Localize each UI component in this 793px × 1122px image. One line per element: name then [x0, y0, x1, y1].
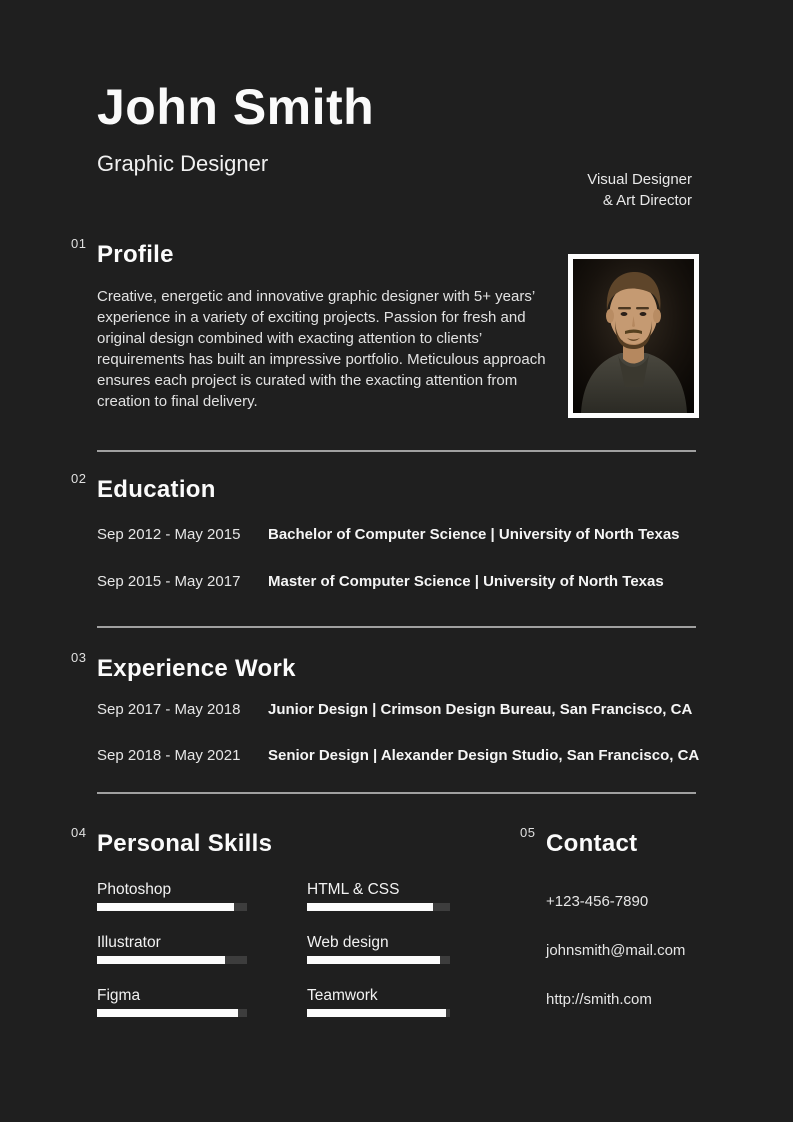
person-role: Graphic Designer — [97, 151, 269, 176]
profile-number: 01 — [71, 236, 87, 251]
tagline — [587, 169, 692, 211]
experience-row — [97, 747, 700, 764]
person-name: John Smith — [97, 79, 375, 135]
skill-bar-fill — [97, 1009, 238, 1017]
contact-title: Contact — [546, 830, 638, 857]
profile-heading — [71, 236, 696, 269]
skill-bar — [97, 956, 247, 964]
skill-bar-fill — [97, 956, 225, 964]
experience-date: Sep 2018 - May 2021 — [97, 747, 241, 764]
skill-item — [307, 934, 450, 964]
divider — [97, 626, 696, 628]
experience-date: Sep 2017 - May 2018 — [97, 701, 241, 718]
skill-bar — [307, 1009, 450, 1017]
skill-bar — [97, 1009, 247, 1017]
bottom-area — [0, 794, 793, 1116]
skill-bar-fill — [307, 1009, 446, 1017]
divider — [97, 450, 696, 452]
skill-bar-fill — [307, 956, 440, 964]
skill-item — [97, 987, 247, 1017]
skill-bar-fill — [307, 903, 433, 911]
skill-label: Photoshop — [97, 881, 172, 898]
skills-title: Personal Skills — [97, 830, 273, 857]
skill-item — [97, 934, 247, 964]
skill-label: Illustrator — [97, 934, 161, 951]
education-date: Sep 2012 - May 2015 — [97, 526, 241, 543]
contact-phone: +123-456-7890 — [546, 893, 649, 910]
experience-number: 03 — [71, 650, 87, 665]
experience-detail: Senior Design | Alexander Design Studio, San Francisco, CA — [268, 747, 700, 764]
skills-heading — [71, 825, 450, 858]
skill-item — [307, 987, 450, 1017]
section-skills — [71, 825, 450, 1017]
skill-label: Figma — [97, 987, 141, 1004]
education-heading — [71, 471, 696, 504]
skills-number: 04 — [71, 825, 87, 840]
profile-text: Creative, energetic and innovative graphic designer with 5+ years’ experience in a variety of exciting projects. Passion for fresh and original design combined with exacting attention to clients’ requirements has built an impressive portfolio. Meticulous approach ensures each project is curated with the exacting attention from creation to final delivery. — [97, 288, 546, 410]
experience-row — [97, 701, 696, 718]
education-detail: Master of Computer Science | University of North Texas — [268, 573, 664, 590]
portrait-photo-image — [573, 259, 694, 413]
education-date: Sep 2015 - May 2017 — [97, 573, 241, 590]
contact-list — [546, 893, 685, 1008]
experience-title: Experience Work — [97, 655, 296, 682]
experience-heading — [71, 650, 696, 683]
skill-item — [307, 881, 450, 911]
contact-heading — [520, 825, 685, 858]
education-number: 02 — [71, 471, 87, 486]
contact-number: 05 — [520, 825, 536, 840]
education-row — [97, 526, 696, 543]
section-experience — [71, 650, 700, 764]
skills-grid — [97, 881, 450, 1017]
skill-bar — [307, 903, 450, 911]
skill-label: Teamwork — [307, 987, 378, 1004]
education-row — [97, 573, 696, 590]
skill-label: HTML & CSS — [307, 881, 400, 898]
section-education — [71, 471, 696, 590]
tagline-line-1: Visual Designer — [587, 171, 692, 188]
contact-website: http://smith.com — [546, 991, 652, 1008]
experience-detail: Junior Design | Crimson Design Bureau, San Francisco, CA — [268, 701, 693, 718]
skill-bar-fill — [97, 903, 234, 911]
contact-email: johnsmith@mail.com — [546, 942, 686, 959]
education-detail: Bachelor of Computer Science | University of North Texas — [268, 526, 680, 543]
skill-bar — [97, 903, 247, 911]
skill-label: Web design — [307, 934, 389, 951]
skill-item — [97, 881, 247, 911]
skill-bar — [307, 956, 450, 964]
education-title: Education — [97, 476, 216, 503]
tagline-line-2: & Art Director — [602, 192, 692, 209]
section-contact — [520, 825, 686, 1040]
portrait-photo — [568, 254, 699, 418]
profile-title: Profile — [97, 241, 174, 268]
